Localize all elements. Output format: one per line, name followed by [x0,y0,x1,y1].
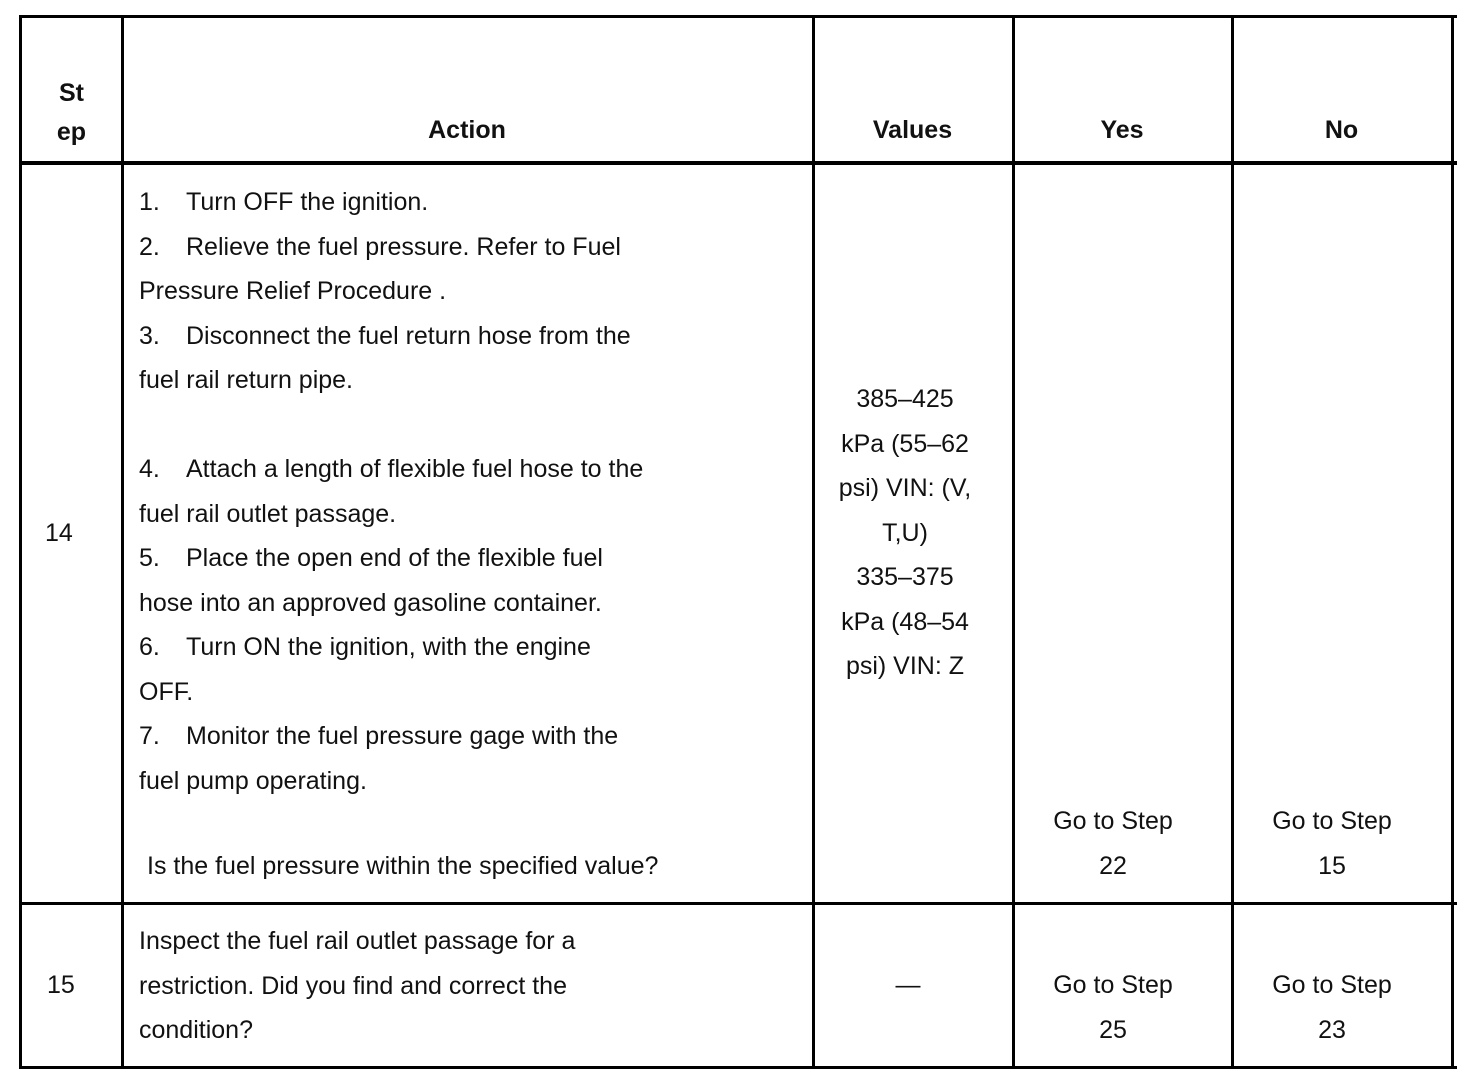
values-line: psi) VIN: Z [845,652,965,680]
action-item-number: 7. [139,722,160,750]
action-item-text: fuel rail return pipe. [139,366,354,394]
action-item-text: Turn OFF the ignition. [186,188,429,216]
action-item [139,714,643,759]
action-item-text: Relieve the fuel pressure. Refer to Fuel [186,232,621,261]
column-line-left [19,15,22,1069]
action-line: condition? [139,1016,253,1044]
header-no: No [1324,116,1359,144]
action-item-text: Place the open end of the flexible fuel [186,544,603,572]
header-step-line2: ep [56,118,87,146]
column-line-yes [1231,15,1234,1069]
header-yes: Yes [1100,116,1144,144]
header-divider [19,161,1457,165]
yes-goto-step: 22 [1099,851,1127,880]
step-number: 15 [47,971,75,999]
yes-goto-label: Go to Step [1053,807,1173,835]
step-number: 14 [45,519,73,547]
action-item-number: 1. [139,188,160,216]
action-item [139,447,643,492]
table-border-top [19,15,1457,18]
action-item-text: fuel rail outlet passage. [139,499,397,528]
action-line: restriction. Did you find and correct the [139,971,567,1000]
no-goto-step: 23 [1318,1015,1346,1044]
action-item [139,625,643,670]
action-item-text: Turn ON the ignition, with the engine [186,633,591,661]
action-spacer [139,403,643,448]
values-line: kPa (55–62 [841,429,969,458]
no-goto-step: 15 [1318,851,1346,880]
action-item [139,670,643,715]
row-divider [19,902,1457,905]
action-item-number: 5. [139,544,160,572]
header-step-line1: St [59,79,84,107]
header-action: Action [428,116,506,144]
values-cell: — [895,971,921,999]
no-goto-label: Go to Step [1272,807,1392,835]
action-line: Inspect the fuel rail outlet passage for a [139,927,576,955]
yes-cell [1015,799,1211,888]
action-item-text: fuel pump operating. [139,766,367,795]
no-goto-label: Go to Step [1272,971,1392,999]
action-item-text: hose into an approved gasoline container. [139,588,602,617]
column-line-step [121,15,124,1069]
action-item-number: 4. [139,455,160,483]
no-cell [1234,963,1430,1052]
values-line: 385–425 [856,385,954,413]
action-item [139,358,643,403]
values-line: T,U) [882,518,928,547]
yes-cell [1015,963,1211,1052]
header-values: Values [872,116,953,144]
action-text [139,919,575,1053]
column-line-right [1451,15,1454,1069]
action-list [139,180,643,803]
table-border-bottom [19,1066,1457,1069]
header-step [24,74,119,152]
action-item-text: Attach a length of flexible fuel hose to the [186,455,644,483]
yes-goto-step: 25 [1099,1015,1127,1044]
no-cell [1234,799,1430,888]
action-item [139,536,643,581]
action-item [139,269,643,314]
action-item [139,314,643,359]
values-cell [815,377,995,689]
action-question: Is the fuel pressure within the specified value? [147,852,659,880]
values-line: 335–375 [856,563,954,591]
yes-goto-label: Go to Step [1053,971,1173,999]
column-line-values [1012,15,1015,1069]
action-item-number: 2. [139,232,160,261]
action-item-text: Monitor the fuel pressure gage with the [186,722,619,750]
action-item-text: Disconnect the fuel return hose from the [186,321,631,350]
action-item-text: Pressure Relief Procedure . [139,277,447,305]
action-item [139,225,643,270]
action-item-number: 3. [139,321,160,350]
action-item [139,581,643,626]
action-item [139,180,643,225]
values-line: kPa (48–54 [841,607,969,636]
values-line: psi) VIN: (V, [838,474,972,502]
action-item [139,492,643,537]
action-item-number: 6. [139,633,160,661]
action-item-text: OFF. [139,677,194,706]
action-item [139,759,643,804]
